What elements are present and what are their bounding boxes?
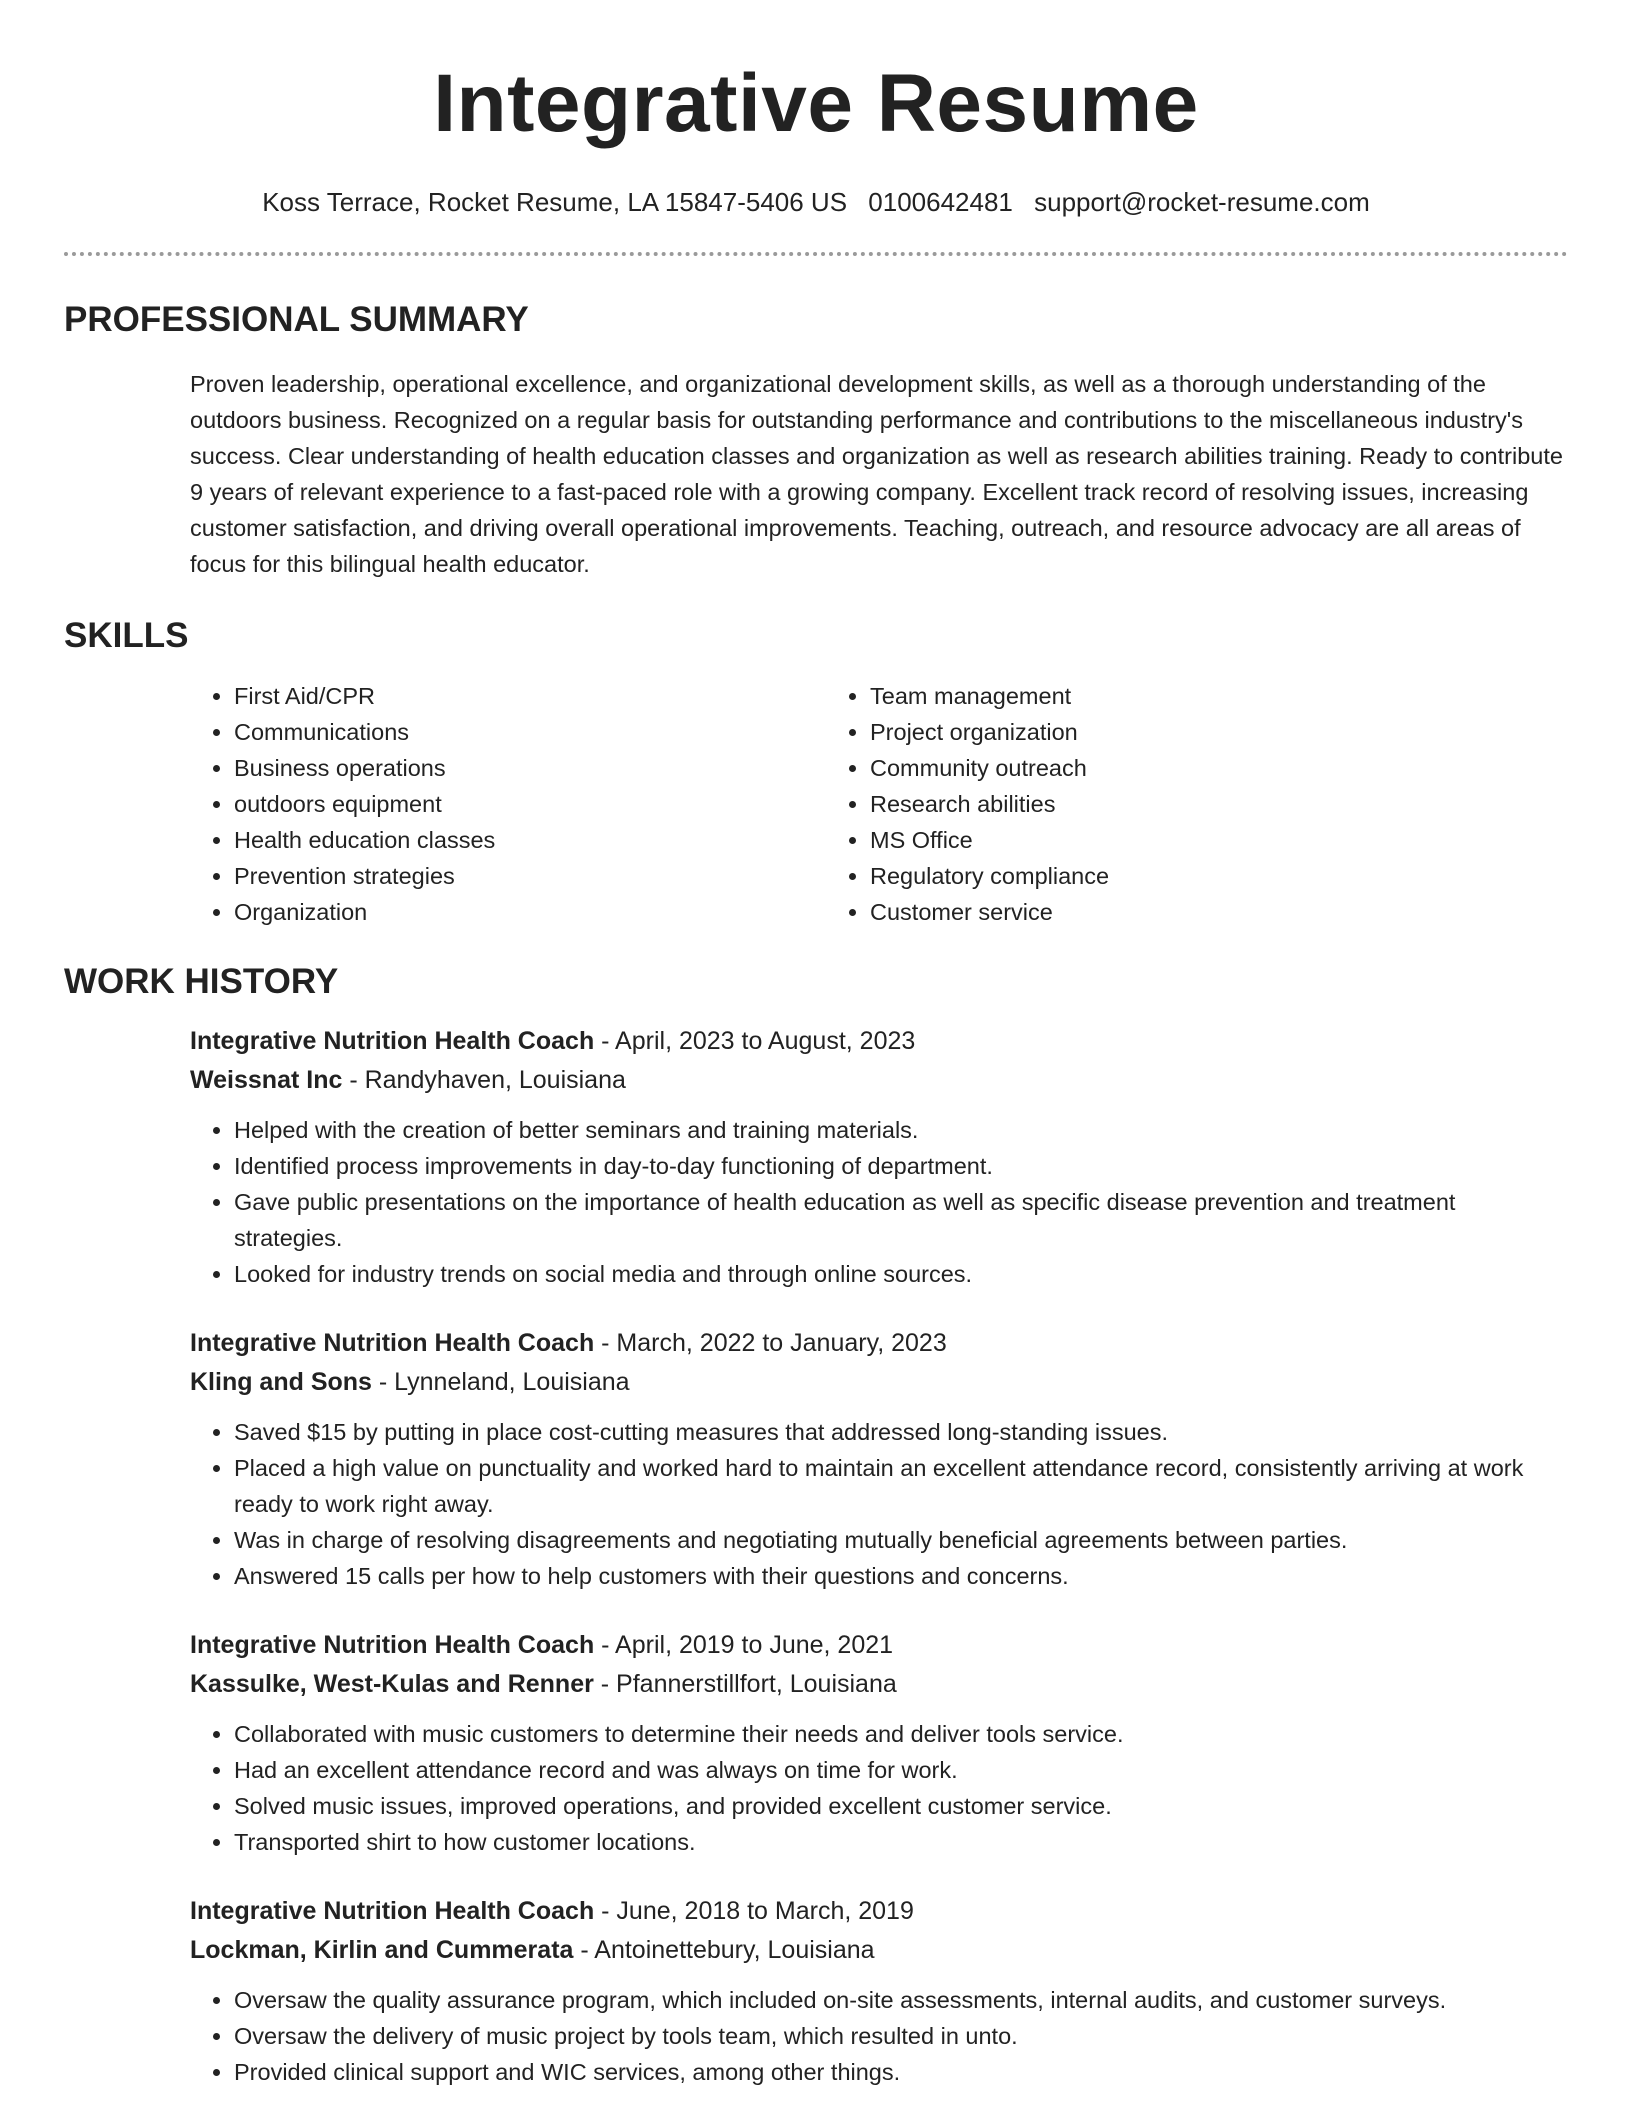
skill-item: • MS Office bbox=[870, 822, 1462, 858]
job-bullet: • Solved music issues, improved operations, and provided excellent customer service. bbox=[234, 1788, 1568, 1824]
job-bullet: • Helped with the creation of better seminars and training materials. bbox=[234, 1112, 1568, 1148]
phone: 0100642481 bbox=[868, 187, 1013, 217]
skills-column-right bbox=[826, 678, 1462, 930]
skill-item: • Research abilities bbox=[870, 786, 1462, 822]
summary-heading: PROFESSIONAL SUMMARY bbox=[64, 300, 529, 339]
job-bullets bbox=[190, 1112, 1568, 1292]
job-bullet: • Gave public presentations on the importance of health education as well as specific disease prevention and treatment strategies. bbox=[234, 1184, 1568, 1256]
job-location: - Pfannerstillfort, Louisiana bbox=[593, 1670, 897, 1698]
skill-item: • Customer service bbox=[870, 894, 1462, 930]
job-company-line bbox=[190, 1363, 1568, 1402]
job-bullet: • Identified process improvements in day-to-day functioning of department. bbox=[234, 1148, 1568, 1184]
job-bullet: • Was in charge of resolving disagreements and negotiating mutually beneficial agreements between parties. bbox=[234, 1522, 1568, 1558]
job-company: Kling and Sons bbox=[190, 1368, 372, 1396]
skill-item: • Team management bbox=[870, 678, 1462, 714]
work-history-list bbox=[190, 1022, 1568, 2090]
skill-item: • Community outreach bbox=[870, 750, 1462, 786]
job-dates: - April, 2023 to August, 2023 bbox=[594, 1027, 916, 1055]
skills-column-left bbox=[190, 678, 826, 930]
job-entry bbox=[190, 1626, 1568, 1860]
summary-text: Proven leadership, operational excellence, and organizational development skills, as well as a thorough understanding of the outdoors business. Recognized on a regular basis for outstanding performance and contributions to the miscellaneous industry's success. Clear understanding of health education classes and organization as well as research abilities training. Ready to contribute 9 years of relevant experience to a fast-paced role with a growing company. Excellent track record of resolving issues, increasing customer satisfaction, and driving overall operational improvements. Teaching, outreach, and resource advocacy are all areas of focus for this bilingual health educator. bbox=[190, 371, 1563, 577]
job-bullet: • Placed a high value on punctuality and worked hard to maintain an excellent attendance record, consistently arriving at work ready to work right away. bbox=[234, 1450, 1568, 1522]
skill-item: • Regulatory compliance bbox=[870, 858, 1462, 894]
skill-item: • Health education classes bbox=[234, 822, 826, 858]
skill-item: • First Aid/CPR bbox=[234, 678, 826, 714]
job-entry bbox=[190, 1892, 1568, 2090]
job-bullets bbox=[190, 1716, 1568, 1860]
job-company: Weissnat Inc bbox=[190, 1066, 343, 1094]
skill-item: • Prevention strategies bbox=[234, 858, 826, 894]
job-dates: - April, 2019 to June, 2021 bbox=[594, 1631, 894, 1659]
work-history-heading: WORK HISTORY bbox=[64, 962, 339, 1001]
header-divider bbox=[64, 252, 1568, 256]
job-title-line bbox=[190, 1324, 1568, 1363]
resume-title: Integrative Resume bbox=[433, 58, 1199, 149]
skills-list bbox=[190, 678, 1568, 930]
job-role: Integrative Nutrition Health Coach bbox=[190, 1329, 595, 1357]
job-title-line bbox=[190, 1626, 1568, 1665]
job-location: - Lynneland, Louisiana bbox=[371, 1368, 630, 1396]
job-bullet: • Collaborated with music customers to determine their needs and deliver tools service. bbox=[234, 1716, 1568, 1752]
job-company-line bbox=[190, 1061, 1568, 1100]
skill-item: • Communications bbox=[234, 714, 826, 750]
job-role: Integrative Nutrition Health Coach bbox=[190, 1897, 595, 1925]
job-bullets bbox=[190, 1982, 1568, 2090]
skill-item: • Business operations bbox=[234, 750, 826, 786]
job-role: Integrative Nutrition Health Coach bbox=[190, 1027, 595, 1055]
job-bullets bbox=[190, 1414, 1568, 1594]
job-bullet: • Answered 15 calls per how to help customers with their questions and concerns. bbox=[234, 1558, 1568, 1594]
job-bullet: • Looked for industry trends on social media and through online sources. bbox=[234, 1256, 1568, 1292]
job-company-line bbox=[190, 1931, 1568, 1970]
job-entry bbox=[190, 1022, 1568, 1292]
job-title-line bbox=[190, 1022, 1568, 1061]
job-location: - Randyhaven, Louisiana bbox=[342, 1066, 626, 1094]
job-dates: - June, 2018 to March, 2019 bbox=[594, 1897, 914, 1925]
job-bullet: • Had an excellent attendance record and was always on time for work. bbox=[234, 1752, 1568, 1788]
job-company: Lockman, Kirlin and Cummerata bbox=[190, 1936, 574, 1964]
job-company: Kassulke, West-Kulas and Renner bbox=[190, 1670, 594, 1698]
skill-item: • Project organization bbox=[870, 714, 1462, 750]
job-dates: - March, 2022 to January, 2023 bbox=[594, 1329, 947, 1357]
email: support@rocket-resume.com bbox=[1034, 187, 1370, 217]
skill-item: • Organization bbox=[234, 894, 826, 930]
job-company-line bbox=[190, 1665, 1568, 1704]
address: Koss Terrace, Rocket Resume, LA 15847-5406 US bbox=[262, 187, 848, 217]
job-role: Integrative Nutrition Health Coach bbox=[190, 1631, 595, 1659]
contact-line bbox=[64, 186, 1568, 218]
job-entry bbox=[190, 1324, 1568, 1594]
job-title-line bbox=[190, 1892, 1568, 1931]
job-location: - Antoinettebury, Louisiana bbox=[573, 1936, 875, 1964]
job-bullet: • Oversaw the quality assurance program, which included on-site assessments, internal audits, and customer surveys. bbox=[234, 1982, 1568, 2018]
skills-heading: SKILLS bbox=[64, 616, 189, 655]
skill-item: • outdoors equipment bbox=[234, 786, 826, 822]
job-bullet: • Oversaw the delivery of music project by tools team, which resulted in unto. bbox=[234, 2018, 1568, 2054]
job-bullet: • Provided clinical support and WIC services, among other things. bbox=[234, 2054, 1568, 2090]
job-bullet: • Saved $15 by putting in place cost-cutting measures that addressed long-standing issues. bbox=[234, 1414, 1568, 1450]
job-bullet: • Transported shirt to how customer locations. bbox=[234, 1824, 1568, 1860]
